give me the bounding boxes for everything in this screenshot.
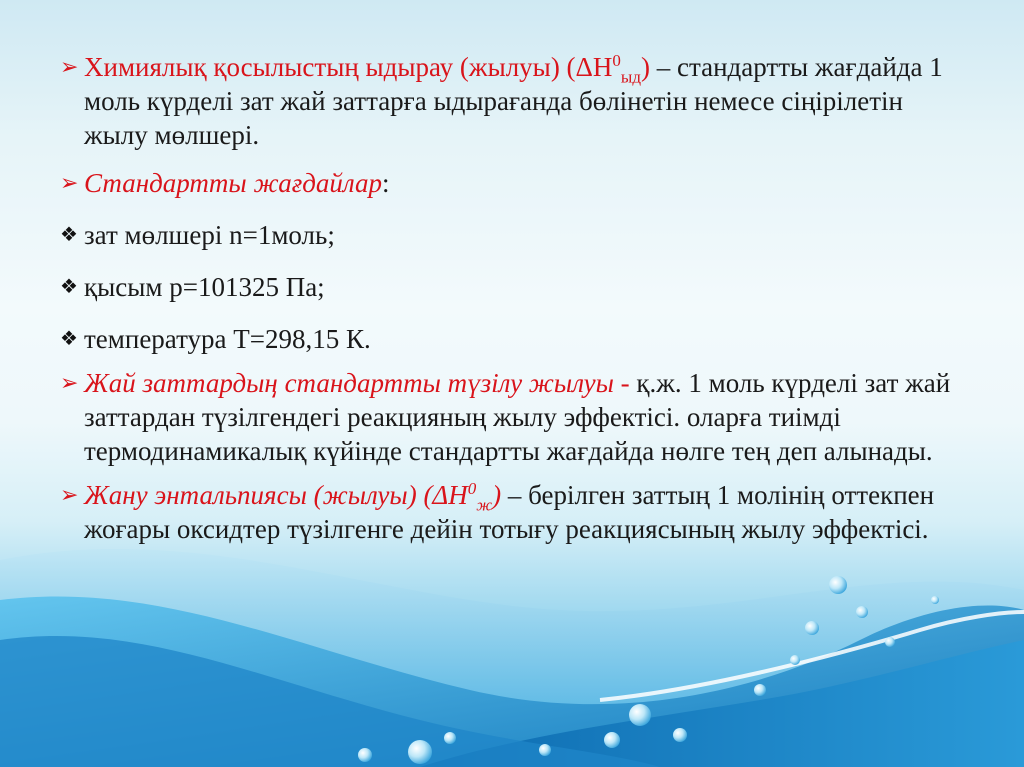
definition-combustion-enthalpy xyxy=(60,478,960,546)
definition-text: – стандартты жағдайда 1 моль күрделі зат жай заттарға ыдырағанда бөлінетін немесе сіңірілетін жылу мөлшері. xyxy=(84,52,943,150)
diamond-bullet-icon: ❖ xyxy=(60,276,78,298)
arrow-bullet-icon: ➢ xyxy=(60,54,79,79)
term-formation-heat: Жай заттардың стандартты түзілу жылуы - xyxy=(84,368,637,398)
standard-conditions-heading: ➢ Стандартты жағдайлар: xyxy=(60,168,390,198)
definition-text: – берілген заттың 1 молінің оттекпен жоғары оксидтер түзілгенге дейін тотығу реакциясының жылу эффектісі. xyxy=(84,480,935,544)
diamond-bullet-icon: ❖ xyxy=(60,224,78,246)
definition-decomposition-heat xyxy=(60,50,960,152)
condition-pressure: ❖ қысым p=101325 Па; xyxy=(60,272,325,302)
term-decomposition-heat: Химиялық қосылыстың ыдырау (жылуы) $(\Delta H^0_{ыд})$ xyxy=(84,51,650,87)
definition-formation-heat xyxy=(60,366,960,468)
term-standard-conditions: Стандартты жағдайлар xyxy=(84,168,383,198)
arrow-bullet-icon: ➢ xyxy=(60,482,79,507)
diamond-bullet-icon: ❖ xyxy=(60,328,78,350)
definition-text: қ.ж. 1 моль күрделі зат жай заттардан түзілгендегі реакцияның жылу эффектісі. оларға тиімді термодинамикалық күйінде стандартты жағдайда нөлге тең деп алынады. xyxy=(84,368,951,466)
arrow-bullet-icon: ➢ xyxy=(60,370,79,395)
arrow-bullet-icon: ➢ xyxy=(60,170,79,195)
condition-temperature: ❖ температура T=298,15 К. xyxy=(60,324,371,354)
slide-body xyxy=(60,50,960,546)
condition-amount: ❖ зат мөлшері n=1моль; xyxy=(60,220,335,250)
term-combustion-enthalpy: Жану энтальпиясы (жылуы) $(\Delta H^0_ж)$ xyxy=(84,479,502,515)
